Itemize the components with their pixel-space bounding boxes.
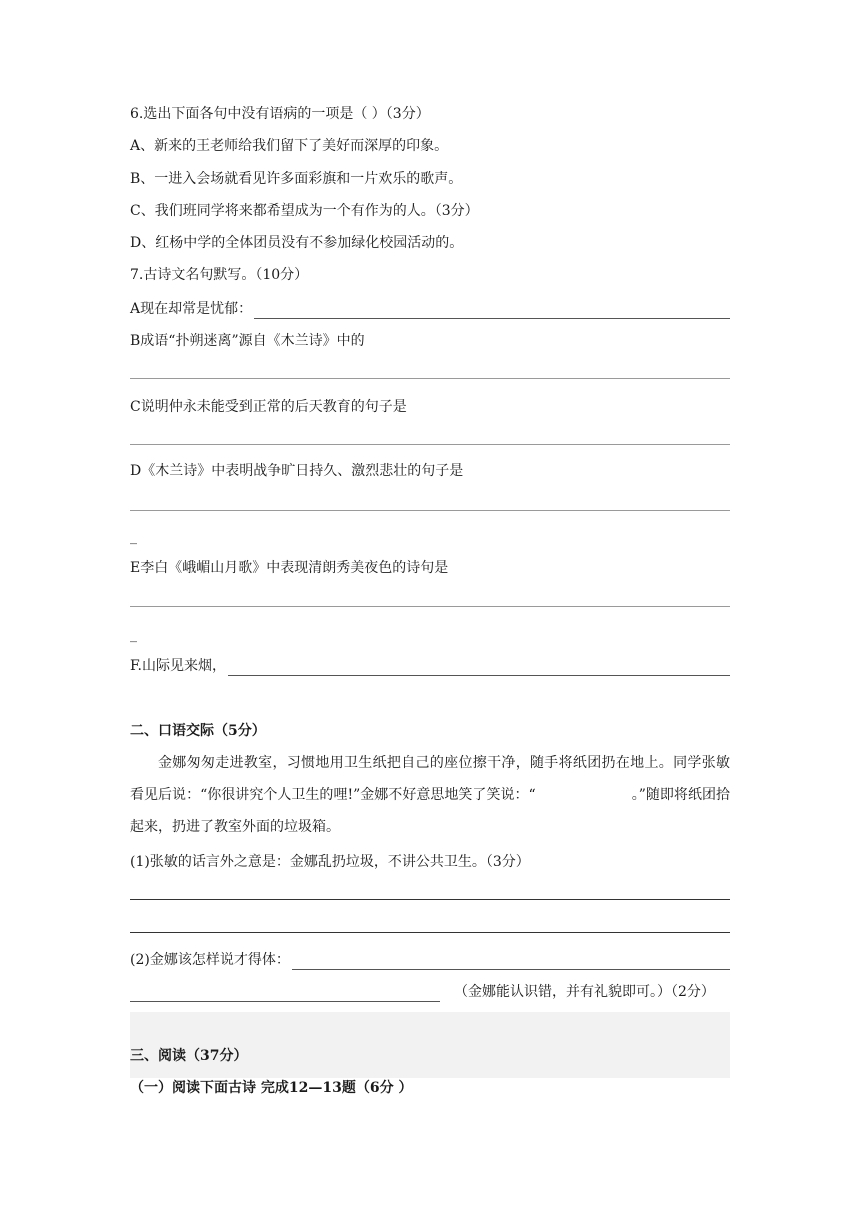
q7-d-label: D《木兰诗》中表明战争旷日持久、激烈悲壮的句子是 (130, 463, 464, 479)
q7-e-answer-line[interactable] (130, 606, 730, 607)
q6-option-d: D、红杨中学的全体团员没有不参加绿化校园活动的。 (130, 235, 464, 251)
s2-q1-answer-line-2[interactable] (130, 932, 730, 933)
s2-q2-answer-line-2[interactable] (130, 987, 440, 1002)
s2-q2-label: (2)金娜该怎样说才得体： (130, 952, 290, 968)
q7-c-label: C说明仲永未能受到正常的后天教育的句子是 (130, 399, 407, 415)
section3-subheading: （一）阅读下面古诗 完成12—13题（6分 ） (130, 1080, 413, 1096)
q7-c-answer-line[interactable] (130, 444, 730, 445)
q7-e-label: E李白《峨嵋山月歌》中表现清朗秀美夜色的诗句是 (130, 560, 449, 576)
q7-d-dash: _ (130, 529, 137, 545)
q7-a-row (130, 299, 730, 319)
section3-heading: 三、阅读（37分） (130, 1048, 248, 1064)
q7-f-answer-line[interactable] (228, 661, 730, 676)
passage-part2: 。”随即将纸团拾起来，扔进了教室外面的垃圾箱。 (130, 787, 730, 835)
q6-stem: 6.选出下面各句中没有语病的一项是（ ）（3分） (130, 106, 430, 122)
s2-q1: (1)张敏的话言外之意是：金娜乱扔垃圾，不讲公共卫生。（3分） (130, 854, 530, 870)
q7-d-answer-line[interactable] (130, 510, 730, 511)
s2-q2-answer-line[interactable] (292, 955, 730, 970)
q7-stem: 7.古诗文名句默写。（10分） (130, 267, 309, 283)
q6-option-a: A、新来的王老师给我们留下了美好而深厚的印象。 (130, 138, 449, 154)
s2-q2-note: （金娜能认识错，并有礼貌即可。）（2分） (454, 984, 715, 1000)
q6-option-c: C、我们班同学将来都希望成为一个有作为的人。（3分） (130, 203, 479, 219)
s2-q2-note-row (130, 982, 730, 1002)
q7-f-row (130, 656, 730, 676)
q7-a-label: A现在却常是忧郁： (130, 301, 253, 317)
q7-a-answer-line[interactable] (254, 304, 730, 319)
q7-b-label: B成语“扑朔迷离”源自《木兰诗》中的 (130, 333, 365, 349)
q7-e-dash: _ (130, 627, 137, 643)
section3-shade (130, 1012, 730, 1078)
q7-b-answer-line[interactable] (130, 378, 730, 379)
q6-option-b: B、一进入会场就看见许多面彩旗和一片欢乐的歌声。 (130, 171, 463, 187)
s2-q2-row (130, 950, 730, 970)
passage-part1: 金娜匆匆走进教室，习惯地用卫生纸把自己的座位擦干净，随手将纸团扔在地上。同学张敏看见后说：“你很讲究个人卫生的哩!”金娜不好意思地笑了笑说：“ (130, 755, 730, 803)
section2-passage (130, 747, 730, 843)
s2-q1-answer-line-1[interactable] (130, 899, 730, 900)
q7-f-label: F.山际见来烟， (130, 658, 226, 674)
section2-heading: 二、口语交际（5分） (130, 723, 266, 739)
